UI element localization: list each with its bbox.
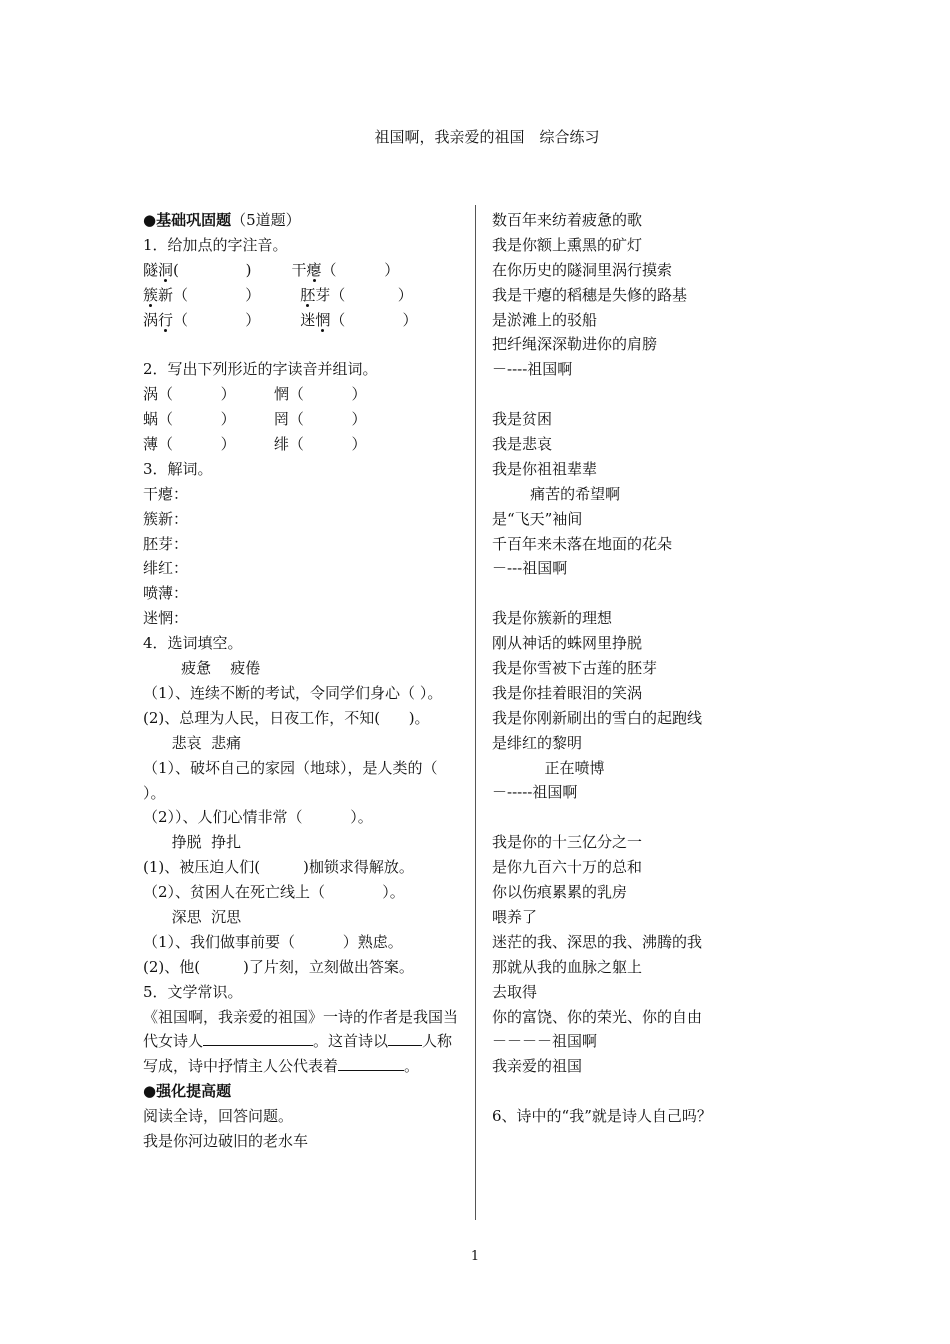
q3-item: 迷惘： — [143, 609, 189, 628]
column-divider — [475, 205, 476, 1220]
page-number: 1 — [470, 1249, 480, 1264]
poem-line: 我是你祖祖辈辈 — [492, 459, 598, 478]
poem-line: 在你历史的隧洞里涡行摸索 — [492, 260, 673, 279]
q2-row-3: 薄（ ） 绯（ ） — [143, 435, 367, 454]
stanza-break — [492, 1079, 822, 1104]
q4-sentence: （1）、我们做事前要（ ）熟虑。 — [143, 932, 403, 951]
question-5: 5．文学常识。 — [143, 982, 243, 1001]
q4-sentence: (2)、他( )了片刻，立刻做出答案。 — [143, 957, 414, 976]
dotted-char: 惘 — [315, 310, 331, 329]
poem-line: 千百年来未落在地面的花朵 — [492, 534, 673, 553]
answer-blank — [338, 1054, 404, 1071]
poem-line: 是你九百六十万的总和 — [492, 858, 643, 877]
q4-word-pair: 深思 沉思 — [143, 907, 242, 926]
q5-text: 《祖国啊，我亲爱的祖国》一诗的作者是我国当代女诗人 。这首诗以 人称写成，诗中抒情主人公代表着 。 — [143, 1007, 459, 1076]
poem-line: 你的富饶、你的荣光、你的自由 — [492, 1007, 703, 1026]
poem-line: 我是你簇新的理想 — [492, 609, 613, 628]
stanza-break — [492, 382, 822, 407]
poem-line: 数百年来纺着疲惫的歌 — [492, 211, 643, 229]
right-column — [492, 208, 822, 1129]
dotted-char: 胚 — [300, 285, 316, 304]
q4-word-pair: 悲哀 悲痛 — [143, 733, 242, 752]
poem-line: 刚从神话的蛛网里挣脱 — [492, 634, 643, 653]
answer-blank — [388, 1029, 422, 1046]
poem-line: 正在喷博 — [492, 758, 605, 777]
poem-line: 我是干瘪的稻穗是失修的路基 — [492, 285, 688, 304]
section-count: （5道题） — [231, 211, 301, 229]
poem-line: －----祖国啊 — [492, 360, 573, 379]
stanza-break — [492, 805, 822, 830]
poem-line: 那就从我的血脉之躯上 — [492, 957, 643, 976]
question-4: 4．选词填空。 — [143, 634, 243, 653]
poem-line: 我是你刚新刷出的雪白的起跑线 — [492, 708, 703, 727]
poem-line: 我亲爱的祖国 — [492, 1057, 583, 1076]
poem-line: 喂养了 — [492, 907, 538, 926]
poem-line: 把纤绳深深勒进你的肩膀 — [492, 335, 658, 354]
q3-item: 簇新： — [143, 509, 189, 528]
dotted-char: 行 — [158, 310, 174, 329]
poem-line: 我是你雪被下古莲的胚芽 — [492, 659, 658, 678]
poem-line: －---祖国啊 — [492, 559, 568, 578]
poem-line: 6、诗中的“我”就是诗人自己吗？ — [492, 1107, 712, 1126]
question-1: 1．给加点的字注音。 — [143, 235, 288, 254]
q4-word-pair: 疲惫 疲倦 — [143, 659, 261, 678]
poem-line: 迷茫的我、深思的我、沸腾的我 — [492, 932, 703, 951]
q3-item: 喷薄： — [143, 584, 189, 603]
poem-line: 我是你河边破旧的老水车 — [143, 1132, 309, 1151]
poem-line: 痛苦的希望啊 — [492, 484, 621, 503]
question-3: 3．解词。 — [143, 459, 213, 478]
q3-item: 胚芽： — [143, 534, 189, 553]
q4-word-pair: 挣脱 挣扎 — [143, 833, 242, 852]
poem-line: 是绯红的黎明 — [492, 733, 583, 752]
poem-line: －-----祖国啊 — [492, 783, 578, 802]
q4-sentence: （2））、人们心情非常（ ）。 — [143, 808, 373, 827]
dotted-char: 簇 — [143, 285, 159, 304]
dotted-char: 洞 — [158, 260, 174, 279]
poem-line: 去取得 — [492, 982, 538, 1001]
poem-line: 我是贫困 — [492, 410, 553, 429]
poem-line: 我是悲哀 — [492, 435, 553, 454]
poem-line: 是淤滩上的驳船 — [492, 310, 598, 329]
poem-line: 我是你额上熏黑的矿灯 — [492, 235, 643, 254]
q3-item: 绯红： — [143, 559, 189, 578]
q2-row-2: 蜗（ ） 罔（ ） — [143, 410, 367, 429]
q4-sentence: （1）、破坏自己的家园（地球），是人类的（ ）。 — [143, 758, 438, 802]
q1-row-2: 簇新（ ） 胚芽（ ） — [143, 285, 413, 304]
stanza-break — [492, 581, 822, 606]
q4-sentence: （1）、连续不断的考试，令同学们身心（ ）。 — [143, 683, 443, 702]
left-column — [143, 208, 461, 1154]
q2-row-1: 涡（ ） 惘（ ） — [143, 385, 367, 404]
q1-row-1: 隧洞( ) 干瘪（ ） — [143, 260, 400, 279]
q4-sentence: (2)、总理为人民，日夜工作，不知( )。 — [143, 708, 430, 727]
q1-row-3: 涡行（ ） 迷惘（ ） — [143, 310, 418, 329]
answer-blank — [203, 1029, 313, 1046]
poem-line: 我是你的十三亿分之一 — [492, 833, 643, 852]
section-intro: 阅读全诗，回答问题。 — [143, 1107, 294, 1126]
page-title: 祖国啊，我亲爱的祖国 综合练习 — [374, 128, 600, 146]
section-basic — [143, 208, 461, 233]
question-2: 2．写出下列形近的字读音并组词。 — [143, 360, 378, 379]
q4-sentence: (1)、被压迫人们( )枷锁求得解放。 — [143, 858, 414, 877]
section-heading-advanced: ●强化提高题 — [143, 1082, 232, 1101]
section-heading-basic: ●基础巩固题 — [143, 211, 232, 229]
poem-line: 是“飞天”袖间 — [492, 509, 583, 528]
poem-line: 你以伤痕累累的乳房 — [492, 883, 628, 902]
dotted-char: 瘪 — [306, 260, 322, 279]
q3-item: 干瘪： — [143, 484, 189, 503]
poem-line: 我是你挂着眼泪的笑涡 — [492, 683, 643, 702]
q4-sentence: （2）、贫困人在死亡线上（ ）。 — [143, 883, 405, 902]
poem-line: －－－－祖国啊 — [492, 1032, 598, 1051]
